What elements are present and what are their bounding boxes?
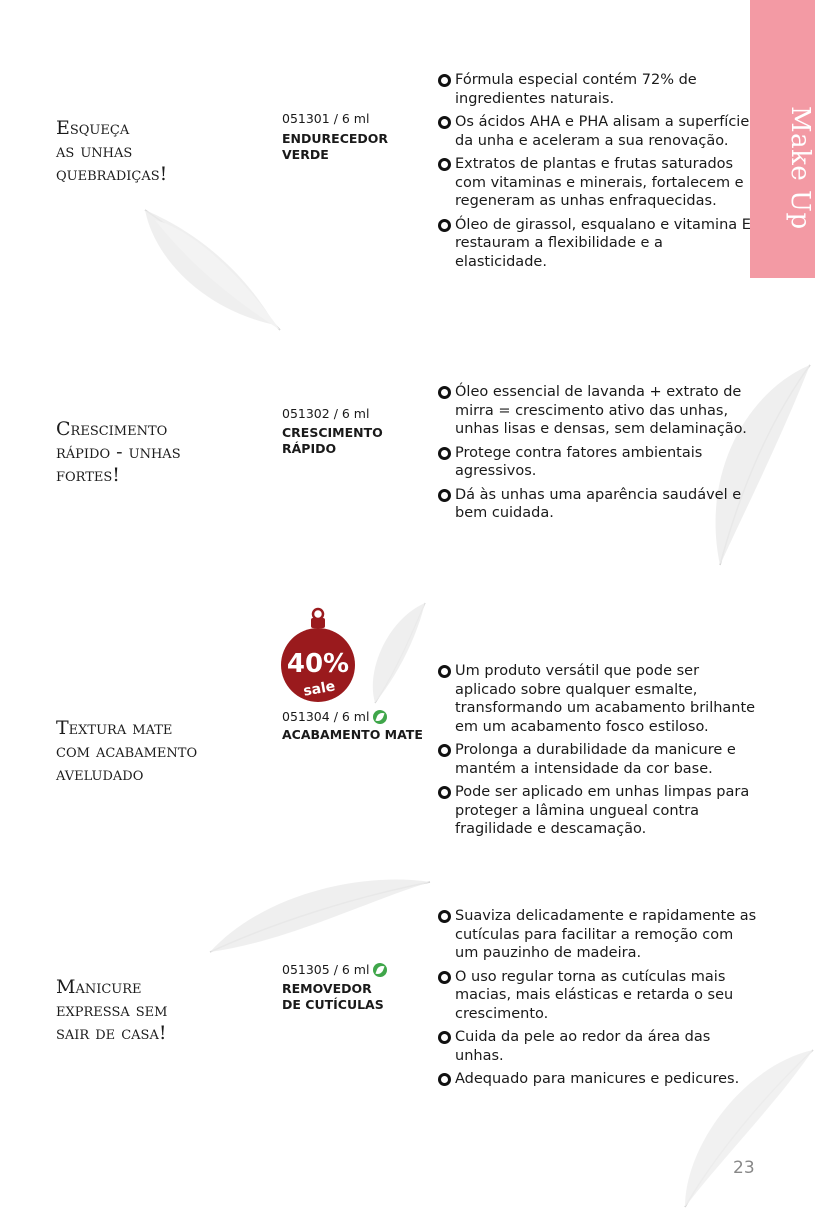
product-code-text: 051304 / 6 ml (282, 709, 370, 724)
product-name (282, 131, 432, 163)
benefit-item (438, 444, 758, 481)
benefit-item (438, 113, 758, 150)
headline-line: expressa sem (56, 999, 168, 1021)
feather-icon (135, 190, 285, 340)
benefit-text: Óleo essencial de lavanda + extrato de mirra = crescimento ativo das unhas, unhas lisas e densas, sem delaminação. (455, 384, 747, 437)
benefit-list (438, 71, 758, 276)
ring-bullet-icon (438, 786, 451, 799)
leaf-icon (373, 710, 387, 724)
section-tab-label: Make Up (785, 106, 815, 230)
benefit-item (438, 486, 758, 523)
ring-bullet-icon (438, 116, 451, 129)
product-code (282, 406, 369, 421)
headline-line: quebradiças! (56, 163, 168, 185)
benefit-item (438, 383, 758, 439)
benefit-text: Extratos de plantas e frutas saturados com vitaminas e minerais, fortalecem e regeneram as unhas enfraquecidas. (455, 156, 744, 209)
benefit-list (438, 383, 758, 528)
product-name-line: ENDURECEDOR (282, 131, 389, 146)
benefit-item (438, 1028, 758, 1065)
benefit-text: Cuida da pele ao redor da área das unhas. (455, 1029, 711, 1064)
product-headline (56, 717, 266, 786)
ring-bullet-icon (438, 447, 451, 460)
benefit-item (438, 71, 758, 108)
page-number: 23 (733, 1158, 755, 1178)
benefit-text: Os ácidos AHA e PHA alisam a superfície da unha e aceleram a sua renovação. (455, 114, 750, 149)
ring-bullet-icon (438, 158, 451, 171)
sale-ornament-icon (280, 606, 358, 704)
headline-line: rápido - unhas (56, 441, 181, 463)
benefit-text: Protege contra fatores ambientais agressivos. (455, 444, 703, 479)
product-headline (56, 976, 266, 1045)
product-code (282, 111, 369, 126)
headline-line: fortes! (56, 464, 120, 486)
benefit-item (438, 741, 758, 778)
benefit-item (438, 907, 758, 963)
product-code (282, 962, 387, 977)
benefit-text: Pode ser aplicado em unhas limpas para proteger a lâmina ungueal contra fragilidade e descamação. (455, 784, 750, 837)
benefit-item (438, 783, 758, 839)
headline-line: com acabamento (56, 740, 198, 762)
benefit-text: Óleo de girassol, esqualano e vitamina E restauram a flexibilidade e a elasticidade. (455, 216, 751, 270)
ring-bullet-icon (438, 971, 451, 984)
product-name (282, 981, 432, 1013)
benefit-text: Um produto versátil que pode ser aplicado sobre qualquer esmalte, transformando um acabamento brilhante em um acabamento fosco estiloso. (455, 663, 756, 735)
headline-line: Textura mate (56, 717, 173, 739)
product-name-line: RÁPIDO (282, 441, 337, 456)
headline-line: as unhas (56, 140, 133, 162)
product-code-text: 051301 / 6 ml (282, 111, 370, 126)
ring-bullet-icon (438, 74, 451, 87)
section-tab[interactable] (750, 0, 815, 278)
product-code-text: 051305 / 6 ml (282, 962, 370, 977)
benefit-list (438, 662, 758, 844)
benefit-list (438, 907, 758, 1094)
product-code (282, 709, 387, 724)
product-code-text: 051302 / 6 ml (282, 406, 370, 421)
product-headline (56, 418, 266, 487)
ring-bullet-icon (438, 219, 451, 232)
product-name-line: VERDE (282, 147, 329, 162)
ring-bullet-icon (438, 1031, 451, 1044)
product-name (282, 727, 432, 743)
product-name-line: REMOVEDOR (282, 981, 372, 996)
ring-bullet-icon (438, 744, 451, 757)
ring-bullet-icon (438, 665, 451, 678)
headline-line: sair de casa! (56, 1022, 167, 1044)
benefit-item (438, 968, 758, 1024)
product-name (282, 425, 432, 457)
headline-line: Crescimento (56, 418, 168, 440)
benefit-text: Dá às unhas uma aparência saudável e bem cuidada. (455, 486, 742, 521)
benefit-text: Prolonga a durabilidade da manicure e mantém a intensidade da cor base. (455, 742, 736, 777)
sale-word: sale (302, 678, 337, 700)
feather-icon (205, 872, 435, 962)
product-headline (56, 117, 266, 186)
benefit-text: O uso regular torna as cutículas mais macias, mais elásticas e retarda o seu crescimento. (455, 968, 734, 1022)
ring-bullet-icon (438, 386, 451, 399)
benefit-text: Adequado para manicures e pedicures. (455, 1071, 740, 1087)
sale-percent: 40% (286, 649, 350, 679)
leaf-icon (373, 963, 387, 977)
benefit-item (438, 155, 758, 211)
benefit-text: Fórmula especial contém 72% de ingredientes naturais. (455, 72, 697, 107)
product-name-line: ACABAMENTO MATE (282, 727, 423, 742)
product-name-line: CRESCIMENTO (282, 425, 383, 440)
benefit-text: Suaviza delicadamente e rapidamente as cutículas para facilitar a remoção com um pauzinho de madeira. (455, 908, 757, 961)
benefit-item (438, 1070, 758, 1089)
product-name-line: DE CUTÍCULAS (282, 997, 384, 1012)
headline-line: Esqueça (56, 117, 130, 139)
benefit-item (438, 216, 758, 272)
headline-line: aveludado (56, 763, 144, 785)
benefit-item (438, 662, 758, 736)
ring-bullet-icon (438, 489, 451, 502)
headline-line: Manicure (56, 976, 142, 998)
feather-icon (360, 598, 435, 708)
ring-bullet-icon (438, 1073, 451, 1086)
ring-bullet-icon (438, 910, 451, 923)
